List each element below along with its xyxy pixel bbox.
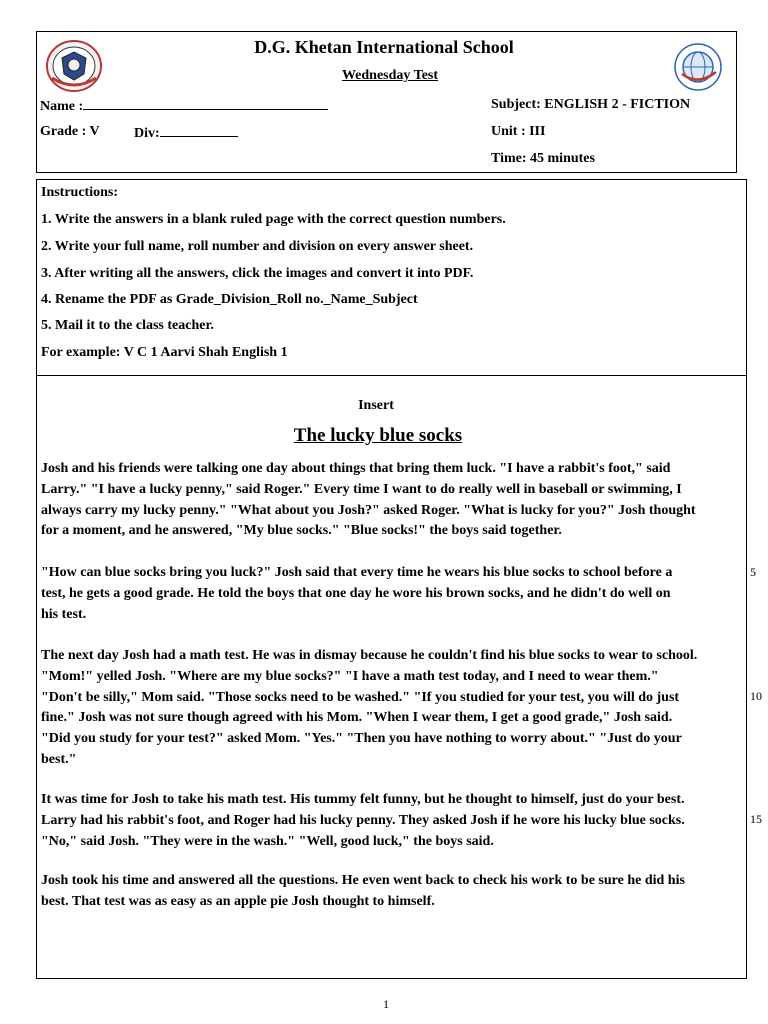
- time-info: Time: 45 minutes: [491, 151, 595, 166]
- story-line: Larry had his rabbit's foot, and Roger had his lucky penny. They asked Josh if he wore his lucky blue socks.: [41, 812, 685, 828]
- story-line: "Did you study for your test?" asked Mom. "Yes." "Then you have nothing to worry about." "Just do your: [41, 731, 682, 747]
- story-line: for a moment, and he answered, "My blue socks." "Blue socks!" the boys said together.: [41, 523, 562, 539]
- instruction-item: 1. Write the answers in a blank ruled page with the correct question numbers.: [41, 212, 506, 227]
- story-paragraph-3: [41, 646, 747, 771]
- story-line: best.": [41, 751, 77, 767]
- test-name: Wednesday Test: [341, 68, 439, 83]
- div-field[interactable]: [134, 124, 238, 142]
- story-line: test, he gets a good grade. He told the boys that one day he wore his brown socks, and he didn't do well on: [41, 585, 671, 601]
- story-line: best. That test was as easy as an apple pie Josh thought to himself.: [41, 893, 435, 909]
- story-paragraph-1: [41, 459, 747, 542]
- insert-label: Insert: [358, 398, 394, 413]
- story-line: "Don't be silly," Mom said. "Those socks need to be washed." "If you studied for your test, you will do just: [41, 689, 680, 705]
- instruction-item: 4. Rename the PDF as Grade_Division_Roll no._Name_Subject: [41, 292, 418, 307]
- school-name: D.G. Khetan International School: [254, 37, 514, 57]
- story-paragraph-4: [41, 790, 747, 852]
- story-paragraph-5: [41, 871, 747, 913]
- story-line: "How can blue socks bring you luck?" Josh said that every time he wears his blue socks to school before a: [41, 565, 673, 580]
- story-line: Josh and his friends were talking one day about things that bring them luck. "I have a rabbit's foot," said: [41, 461, 671, 476]
- story-line: fine." Josh was not sure though agreed with his Mom. "When I wear them, I get a good grade," Josh said.: [41, 710, 673, 726]
- div-blank-line: [160, 124, 238, 137]
- story-line: "No," said Josh. "They were in the wash." "Well, good luck," the boys said.: [41, 833, 494, 849]
- story-line: his test.: [41, 606, 87, 622]
- instruction-item: 3. After writing all the answers, click the images and convert it into PDF.: [41, 266, 474, 281]
- line-number-5: 5: [750, 565, 756, 579]
- instructions-heading: Instructions:: [41, 185, 119, 200]
- unit-info: Unit : III: [491, 124, 546, 139]
- subject-info: Subject: ENGLISH 2 - FICTION: [491, 97, 691, 112]
- story-title: The lucky blue socks: [293, 425, 463, 446]
- story-line: "Mom!" yelled Josh. "Where are my blue socks?" "I have a math test today, and I need to wear them.": [41, 668, 659, 684]
- grade-label: Grade : V: [40, 124, 100, 139]
- name-label: Name :: [40, 99, 84, 114]
- instruction-item: 2. Write your full name, roll number and division on every answer sheet.: [41, 239, 474, 254]
- story-paragraph-2: [41, 563, 747, 625]
- line-number-10: 10: [750, 689, 762, 703]
- story-line: The next day Josh had a math test. He was in dismay because he couldn't find his blue socks to wear to school.: [41, 648, 698, 663]
- page-number: 1: [383, 997, 389, 1011]
- name-field[interactable]: [40, 97, 328, 115]
- name-blank-line: [83, 97, 328, 110]
- story-line: It was time for Josh to take his math test. His tummy felt funny, but he thought to himself, just do your best.: [41, 792, 685, 807]
- div-label: Div:: [134, 126, 160, 141]
- line-number-15: 15: [750, 812, 762, 826]
- instruction-item: 5. Mail it to the class teacher.: [41, 318, 214, 333]
- story-line: always carry my lucky penny." "What about you Josh?" asked Roger. "What is lucky for you?" Josh thought: [41, 502, 696, 518]
- story-line: Josh took his time and answered all the questions. He even went back to check his work to be sure he did his: [41, 873, 685, 888]
- instruction-example: For example: V C 1 Aarvi Shah English 1: [41, 345, 288, 360]
- story-line: Larry." "I have a lucky penny," said Roger." Every time I want to do really well in baseball or swimming, I: [41, 481, 682, 497]
